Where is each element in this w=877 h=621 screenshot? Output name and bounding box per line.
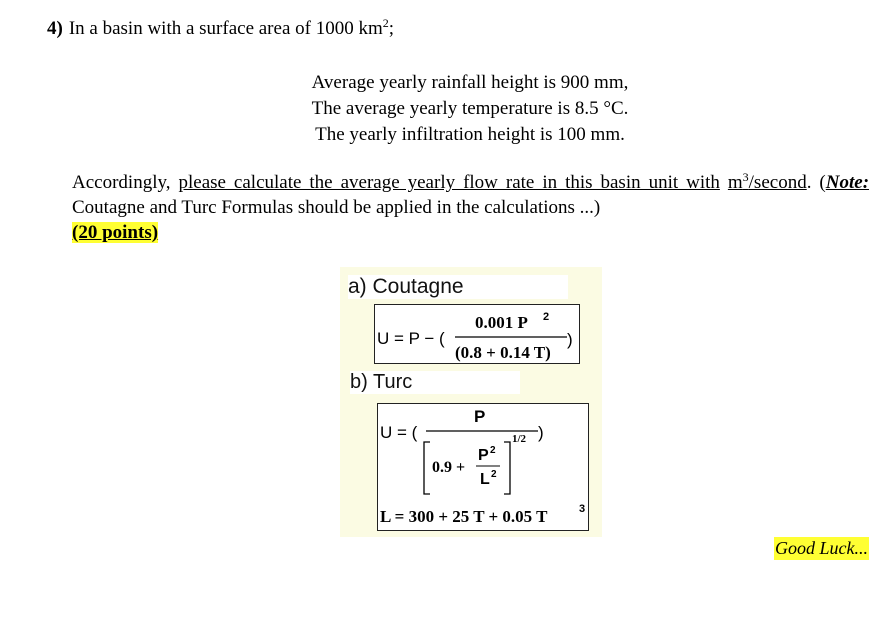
turc-inner-num-exp: 2: [490, 445, 496, 456]
turc-l-formula: L = 300 + 25 T + 0.05 T: [380, 507, 548, 526]
turc-l-exp: 3: [579, 503, 586, 515]
coutagne-lhs: U = P − (: [377, 329, 445, 348]
right-bracket: [504, 442, 510, 494]
turc-formula-box: [377, 403, 589, 531]
unit-exponent: 3: [742, 170, 749, 184]
question-number: 4): [47, 18, 63, 39]
given-rainfall: Average yearly rainfall height is 900 mm,: [311, 72, 629, 93]
points-badge: (20 points): [72, 222, 159, 243]
coutagne-formula-box: [374, 304, 580, 364]
note-text: Coutagne and Turc Formulas should be applied in the calculations ...): [72, 197, 601, 218]
task-after: . (: [806, 172, 826, 193]
coutagne-close: ): [567, 330, 573, 349]
coutagne-num-exp: 2: [543, 311, 550, 323]
coutagne-numerator: 0.001 P: [475, 313, 528, 332]
left-bracket: [424, 442, 430, 494]
turc-exponent: 1/2: [512, 433, 527, 445]
question-intro: [47, 18, 394, 40]
given-temperature: The average yearly temperature is 8.5 °C.: [311, 98, 629, 119]
turc-formula: [378, 404, 588, 530]
turc-close: ): [538, 423, 544, 442]
turc-inner-den: L: [480, 471, 490, 488]
note-label: Note:: [825, 172, 870, 193]
area-exponent: 2: [382, 16, 389, 30]
given-infiltration: The yearly infiltration height is 100 mm.: [315, 124, 625, 145]
question-intro-end: ;: [388, 18, 395, 39]
turc-lhs: U = (: [380, 423, 418, 442]
task-underlined-1: please calculate the average yearly flow rate in this basin unit with: [178, 172, 720, 193]
turc-heading: [350, 371, 520, 394]
question-intro-text: In a basin with a surface area of 1000 km: [68, 18, 383, 39]
unit-per-second: /second: [748, 172, 807, 193]
formula-panel: [340, 267, 602, 537]
task-unit: [728, 172, 807, 193]
turc-numerator: P: [474, 407, 486, 426]
turc-inner-const: 0.9 +: [432, 459, 466, 476]
coutagne-formula: [375, 305, 579, 363]
turc-inner-num: P: [478, 447, 489, 464]
turc-inner-den-exp: 2: [491, 469, 497, 480]
task-paragraph: [72, 170, 869, 245]
turc-heading-text: b) Turc: [350, 371, 413, 393]
coutagne-heading-text: a) Coutagne: [348, 275, 464, 298]
coutagne-denominator: (0.8 + 0.14 T): [455, 343, 551, 362]
given-values: [0, 70, 877, 148]
task-lead: Accordingly,: [72, 172, 171, 193]
good-luck-note: Good Luck...: [775, 538, 868, 558]
coutagne-heading: [348, 275, 568, 299]
unit-m: m: [727, 172, 743, 193]
